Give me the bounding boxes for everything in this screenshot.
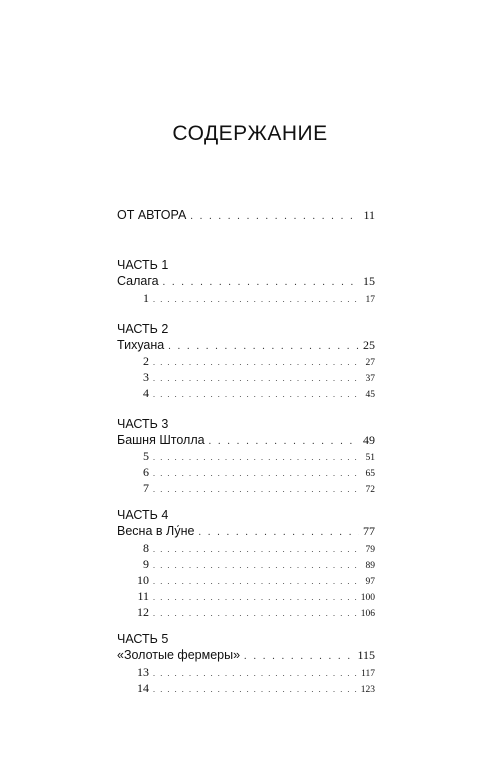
leader-dots: [244, 651, 353, 662]
leader-dots: [153, 545, 362, 554]
toc-entry-page: 15: [363, 274, 375, 288]
chapter-number: 10: [137, 573, 149, 587]
chapter-number: 12: [137, 605, 149, 619]
chapter-number: 1: [143, 291, 149, 305]
toc-entry-page: 51: [365, 453, 375, 463]
toc-entry-chapter[interactable]: [117, 291, 375, 306]
toc-entry-page: 97: [365, 577, 375, 587]
leader-dots: [153, 685, 357, 694]
toc-entry-label: «Золотые фермеры»: [117, 648, 241, 662]
toc-entry-chapter[interactable]: [117, 665, 375, 680]
leader-dots: [153, 577, 362, 586]
leader-dots: [198, 527, 359, 538]
toc-entry-page: 89: [365, 561, 375, 571]
leader-dots: [153, 593, 357, 602]
leader-dots: [153, 358, 362, 367]
leader-dots: [209, 436, 359, 447]
toc-entry-chapter[interactable]: [117, 573, 375, 588]
toc-entry-chapter[interactable]: [117, 354, 375, 369]
toc-entry-page: 77: [363, 524, 375, 538]
chapter-number: 5: [143, 449, 149, 463]
toc-entry-chapter[interactable]: [117, 557, 375, 572]
leader-dots: [190, 211, 359, 222]
chapter-number: 3: [143, 370, 149, 384]
toc-entry-page: 49: [363, 433, 375, 447]
toc-entry-page: 45: [365, 390, 375, 400]
part-heading: ЧАСТЬ 1: [117, 258, 169, 272]
toc-entry-page: 123: [360, 685, 375, 695]
chapter-number: 7: [143, 481, 149, 495]
toc-entry-chapter[interactable]: [117, 605, 375, 620]
leader-dots: [153, 485, 362, 494]
part-heading: ЧАСТЬ 3: [117, 417, 169, 431]
page-title: СОДЕРЖАНИЕ: [172, 122, 328, 145]
leader-dots: [153, 374, 362, 383]
toc-entry-chapter[interactable]: [117, 541, 375, 556]
chapter-number: 2: [143, 354, 149, 368]
toc-entry-chapter[interactable]: [117, 589, 375, 604]
toc-entry-page: 27: [365, 358, 375, 368]
chapter-number: 4: [143, 386, 149, 400]
leader-dots: [153, 295, 362, 304]
leader-dots: [153, 453, 362, 462]
leader-dots: [153, 390, 362, 399]
leader-dots: [153, 469, 362, 478]
part-heading: ЧАСТЬ 4: [117, 508, 169, 522]
chapter-number: 13: [137, 665, 149, 679]
toc-entry-page: 79: [365, 545, 375, 555]
chapter-number: 8: [143, 541, 149, 555]
leader-dots: [153, 669, 357, 678]
toc-entry-part[interactable]: [117, 524, 375, 539]
toc-entry-label: Салага: [117, 274, 159, 288]
part-heading: ЧАСТЬ 2: [117, 322, 169, 336]
toc-entry-chapter[interactable]: [117, 481, 375, 496]
toc-entry-part[interactable]: [117, 338, 375, 353]
leader-dots: [163, 277, 359, 288]
toc-entry-part[interactable]: [117, 648, 375, 663]
toc-entry-page: 17: [365, 295, 375, 305]
toc-entry-page: 11: [363, 208, 375, 222]
toc-entry-author[interactable]: [117, 208, 375, 223]
toc-entry-chapter[interactable]: [117, 370, 375, 385]
toc-entry-page: 25: [363, 338, 375, 352]
leader-dots: [168, 341, 359, 352]
leader-dots: [153, 609, 357, 618]
toc-entry-label: Башня Штолла: [117, 433, 205, 447]
toc-entry-chapter[interactable]: [117, 465, 375, 480]
toc-entry-part[interactable]: [117, 274, 375, 289]
toc-entry-label: ОТ АВТОРА: [117, 208, 187, 222]
chapter-number: 6: [143, 465, 149, 479]
toc-entry-page: 100: [360, 593, 375, 603]
chapter-number: 14: [137, 681, 149, 695]
chapter-number: 11: [137, 589, 149, 603]
toc-entry-label: Весна в Лу́не: [117, 524, 195, 538]
toc-entry-page: 65: [365, 469, 375, 479]
part-heading: ЧАСТЬ 5: [117, 632, 169, 646]
toc-entry-page: 115: [357, 648, 375, 662]
toc-entry-page: 117: [361, 669, 375, 679]
toc-entry-chapter[interactable]: [117, 386, 375, 401]
chapter-number: 9: [143, 557, 149, 571]
toc-entry-chapter[interactable]: [117, 681, 375, 696]
toc-entry-page: 106: [360, 609, 375, 619]
toc-entry-page: 37: [365, 374, 375, 384]
toc-entry-label: Тихуана: [117, 338, 165, 352]
toc-entry-part[interactable]: [117, 433, 375, 448]
leader-dots: [153, 561, 362, 570]
toc-entry-page: 72: [365, 485, 375, 495]
toc-entry-chapter[interactable]: [117, 449, 375, 464]
